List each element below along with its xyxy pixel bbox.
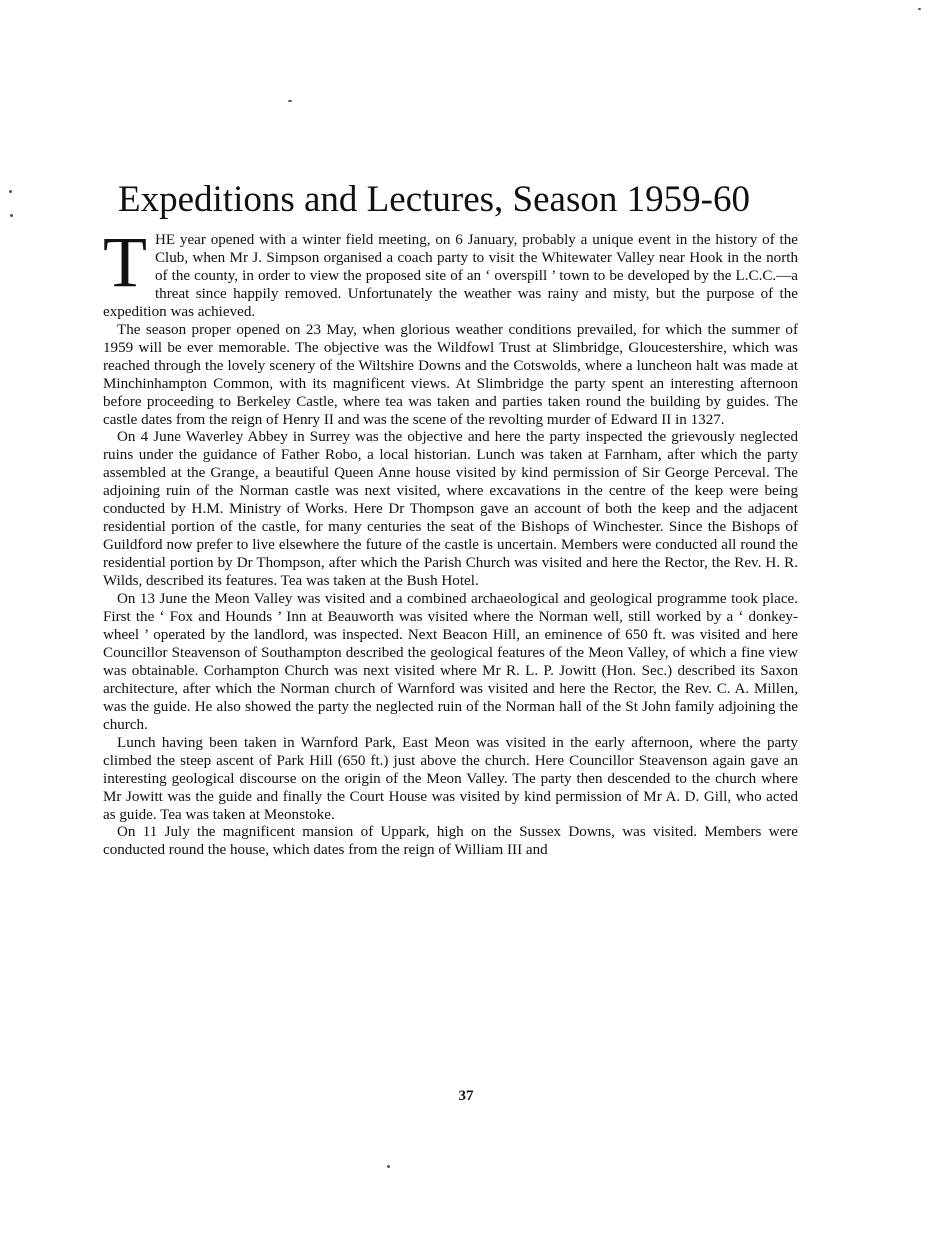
scan-speck (918, 8, 921, 10)
scan-speck (9, 190, 12, 193)
paragraph: On 11 July the magnificent mansion of Uppark, high on the Sussex Downs, was visited. Members were conducted round the house, which dates from the reign of William III and (103, 824, 798, 859)
opening-paragraph (103, 222, 798, 322)
article-body (103, 222, 798, 860)
scan-speck (387, 1165, 390, 1168)
paragraph: On 13 June the Meon Valley was visited and a combined archaeological and geological programme took place. First the ‘ Fox and Hounds ’ Inn at Beauworth was visited where the Norman well, still worked by a ‘ donkey-wheel ’ operated by the landlord, was inspected. Next Beacon Hill, an eminence of 650 ft. was visited and here Councillor Steavenson of Southampton described the geological features of the Meon Valley, of which a fine view was obtainable. Corhampton Church was next visited where Mr R. L. P. Jowitt (Hon. Sec.) described its Saxon architecture, after which the Norman church of Warnford was visited and here the Rector, the Rev. C. A. Millen, was the guide. He also showed the party the neglected ruin of the Norman hall of the St John family adjoining the church. (103, 591, 798, 733)
paragraph: Lunch having been taken in Warnford Park, East Meon was visited in the early afternoon, where the party climbed the steep ascent of Park Hill (650 ft.) just above the church. Here Councillor Steavenson again gave an interesting geological discourse on the origin of the Meon Valley. The party then descended to the church where Mr Jowitt was the guide and finally the Court House was visited by kind permission of Mr A. D. Gill, who acted as guide. Tea was taken at Meonstoke. (103, 734, 798, 823)
paragraph: On 4 June Waverley Abbey in Surrey was the objective and here the party inspected the grievously neglected ruins under the guidance of Father Robo, a local historian. Lunch was taken at Farnham, after which the party assembled at the Grange, a beautiful Queen Anne house visited by kind permission of Sir George Perceval. The adjoining ruin of the Norman castle was next visited, where excavations in the centre of the keep were being conducted by H.M. Ministry of Works. Here Dr Thompson gave an account of both the keep and the adjacent residential portion of the castle, for many centuries the seat of the Bishops of Winchester. Since the Bishops of Guildford now prefer to live elsewhere the future of the castle is uncertain. Members were conducted all round the residential portion by Dr Thompson, after which the Parish Church was visited and here the Rector, the Rev. H. R. Wilds, described its features. Tea was taken at the Bush Hotel. (103, 429, 798, 590)
scan-speck (288, 100, 292, 102)
scan-speck (10, 214, 13, 217)
page-number: 37 (458, 1088, 474, 1104)
opening-paragraph-text: HE year opened with a winter field meeting, on 6 January, probably a unique event in the history of the Club, when Mr J. Simpson organised a coach party to visit the Whitewater Valley near Hook in the north of the county, in order to view the proposed site of an ‘ overspill ’ town to be developed by the L.C.C.—a threat since happily removed. Unfortunately the weather was rainy and misty, but the purpose of the expedition was achieved. (103, 232, 798, 320)
paragraph: The season proper opened on 23 May, when glorious weather conditions prevailed, for which the summer of 1959 will be ever memorable. The objective was the Wildfowl Trust at Slimbridge, Gloucestershire, which was reached through the lovely scenery of the Wiltshire Downs and the Cotswolds, where a luncheon halt was made at Minchinhampton Common, with its magnificent views. At Slimbridge the party spent an interesting afternoon before proceeding to Berkeley Castle, where tea was taken and parties taken round the building by guides. The castle dates from the reign of Henry II and was the scene of the revolting murder of Edward II in 1327. (103, 321, 798, 428)
page-title: Expeditions and Lectures, Season 1959-60 (118, 179, 750, 220)
drop-cap: T (103, 222, 147, 302)
